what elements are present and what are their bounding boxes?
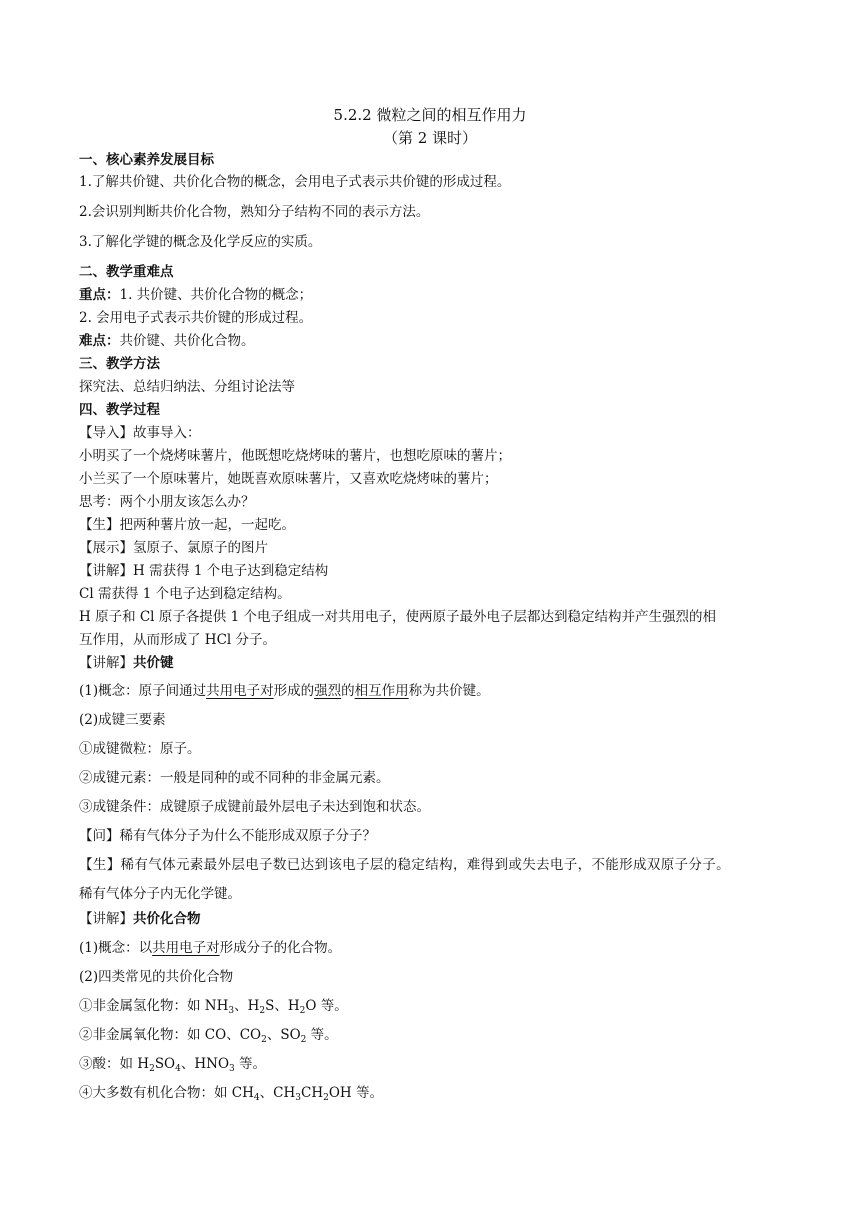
- bracket-label: 【讲解】: [79, 655, 133, 671]
- type-oxides: [79, 1025, 338, 1045]
- section-heading-process: 四、教学过程: [79, 402, 160, 418]
- explain-covalent-compound-heading: [79, 909, 201, 929]
- type-hydrides: [79, 996, 348, 1016]
- def-text-4: 称为共价键。: [408, 683, 490, 699]
- key-point-line-2: 2. 会用电子式表示共价键的形成过程。: [79, 310, 313, 326]
- oxides-text-a: ②非金属氧化物：如 CO、CO: [79, 1027, 262, 1043]
- four-types-heading: (2)四类常见的共价化合物: [79, 969, 234, 985]
- type-acids: [79, 1054, 266, 1074]
- def-text-3: 的: [341, 683, 355, 699]
- difficulty-line: [79, 331, 255, 351]
- explain-covalent-bond-heading: [79, 653, 174, 673]
- cdef-text-1: (1)概念：以: [79, 940, 153, 956]
- organics-sub-1: 4: [253, 1093, 260, 1103]
- show-images: 【展示】氢原子、氯原子的图片: [79, 540, 268, 556]
- explain-hcl-1: H 原子和 Cl 原子各提供 1 个电子组成一对共用电子，使两原子最外电子层都达到稳定结构并产生强烈的相: [79, 609, 716, 625]
- type-organics: [79, 1083, 383, 1103]
- element-particle: ①成键微粒：原子。: [79, 741, 201, 757]
- section-heading-methods: 三、教学方法: [79, 356, 160, 372]
- explain-h: 【讲解】H 需获得 1 个电子达到稳定结构: [79, 563, 329, 579]
- story-line-2: 小兰买了一个原味薯片，她既喜欢原味薯片，又喜欢吃烧烤味的薯片；: [79, 471, 498, 487]
- cdef-text-2: 形成分子的化合物。: [219, 940, 342, 956]
- acids-sub-1: 2: [149, 1064, 155, 1074]
- oxides-sub-2: 2: [300, 1035, 307, 1045]
- oxides-sub-1: 2: [261, 1035, 267, 1045]
- think-question: 思考：两个小朋友该怎么办？: [79, 494, 255, 510]
- hydrides-text-c: S、H: [265, 998, 300, 1014]
- key-point-line: [79, 285, 312, 305]
- process-intro: 【导入】故事导入：: [79, 425, 201, 441]
- compound-definition: [79, 938, 341, 958]
- acids-text-c: 、HNO: [180, 1056, 230, 1072]
- organics-sub-3: 2: [323, 1093, 329, 1103]
- hydrides-text-d: O 等。: [305, 998, 348, 1014]
- difficulty-label: 难点：: [79, 333, 120, 349]
- story-line-1: 小明买了一个烧烤味薯片，他既想吃烧烤味的薯片，也想吃原味的薯片；: [79, 448, 511, 464]
- cdef-underline-shared-pair: 共用电子对: [152, 940, 220, 956]
- explain-hcl-2: 互作用，从而形成了 HCl 分子。: [79, 632, 277, 648]
- def-underline-interaction: 相互作用: [354, 683, 409, 699]
- page-title: 5.2.2 微粒之间的相互作用力: [333, 106, 527, 124]
- organics-sub-2: 3: [295, 1093, 301, 1103]
- acids-sub-3: 3: [229, 1064, 235, 1074]
- organics-text-b: 、CH: [259, 1085, 296, 1101]
- def-underline-shared-pair: 共用电子对: [206, 683, 274, 699]
- acids-text-a: ③酸：如 H: [79, 1056, 150, 1072]
- goal-2: 2.会识别判断共价化合物，熟知分子结构不同的表示方法。: [79, 204, 430, 220]
- oxides-text-b: 、SO: [266, 1027, 301, 1043]
- organics-text-a: ④大多数有机化合物：如 CH: [79, 1085, 254, 1101]
- def-text-1: (1)概念：原子间通过: [79, 683, 207, 699]
- element-kind: ②成键元素：一般是同种的或不同种的非金属元素。: [79, 770, 390, 786]
- organics-text-c: CH: [300, 1085, 324, 1101]
- acids-text-b: SO: [154, 1056, 176, 1072]
- explain-cl: Cl 需获得 1 个电子达到稳定结构。: [79, 586, 291, 602]
- organics-text-d: OH 等。: [328, 1085, 383, 1101]
- answer-noble-gas: 【生】稀有气体元素最外层电子数已达到该电子层的稳定结构，难得到或失去电子，不能形成双原子分子。: [79, 857, 730, 873]
- def-underline-strong: 强烈: [314, 683, 342, 699]
- noble-gas-no-bond: 稀有气体分子内无化学键。: [79, 886, 241, 902]
- hydrides-sub-1: 3: [228, 1006, 235, 1016]
- student-answer: 【生】把两种薯片放一起，一起吃。: [79, 517, 295, 533]
- key-label: 重点：: [79, 287, 120, 303]
- section-heading-key-points: 二、教学重难点: [79, 264, 174, 280]
- acids-text-d: 等。: [234, 1056, 267, 1072]
- hydrides-sub-2: 2: [259, 1006, 266, 1016]
- hydrides-sub-3: 2: [299, 1006, 306, 1016]
- bracket-label-2: 【讲解】: [79, 911, 133, 927]
- difficulty-text: 共价键、共价化合物。: [119, 333, 255, 349]
- goal-1: 1.了解共价键、共价化合物的概念，会用电子式表示共价键的形成过程。: [79, 174, 511, 190]
- three-elements-heading: (2)成键三要素: [79, 712, 166, 728]
- covalent-bond-definition: [79, 681, 490, 701]
- question-noble-gas: 【问】稀有气体分子为什么不能形成双原子分子？: [79, 828, 376, 844]
- covalent-bond-term: 共价键: [133, 655, 174, 671]
- oxides-text-c: 等。: [306, 1027, 338, 1043]
- page-subtitle: （第 2 课时）: [382, 129, 478, 147]
- def-text-2: 形成的: [273, 683, 315, 699]
- methods-text: 探究法、总结归纳法、分组讨论法等: [79, 379, 295, 395]
- acids-sub-2: 4: [175, 1064, 181, 1074]
- covalent-compound-term: 共价化合物: [133, 911, 201, 927]
- hydrides-text-b: 、H: [234, 998, 260, 1014]
- hydrides-text-a: ①非金属氢化物：如 NH: [79, 998, 229, 1014]
- key-text: 1. 共价键、共价化合物的概念；: [119, 287, 313, 303]
- section-heading-goals: 一、核心素养发展目标: [79, 152, 214, 168]
- element-condition: ③成键条件：成键原子成键前最外层电子未达到饱和状态。: [79, 799, 430, 815]
- goal-3: 3.了解化学键的概念及化学反应的实质。: [79, 234, 322, 250]
